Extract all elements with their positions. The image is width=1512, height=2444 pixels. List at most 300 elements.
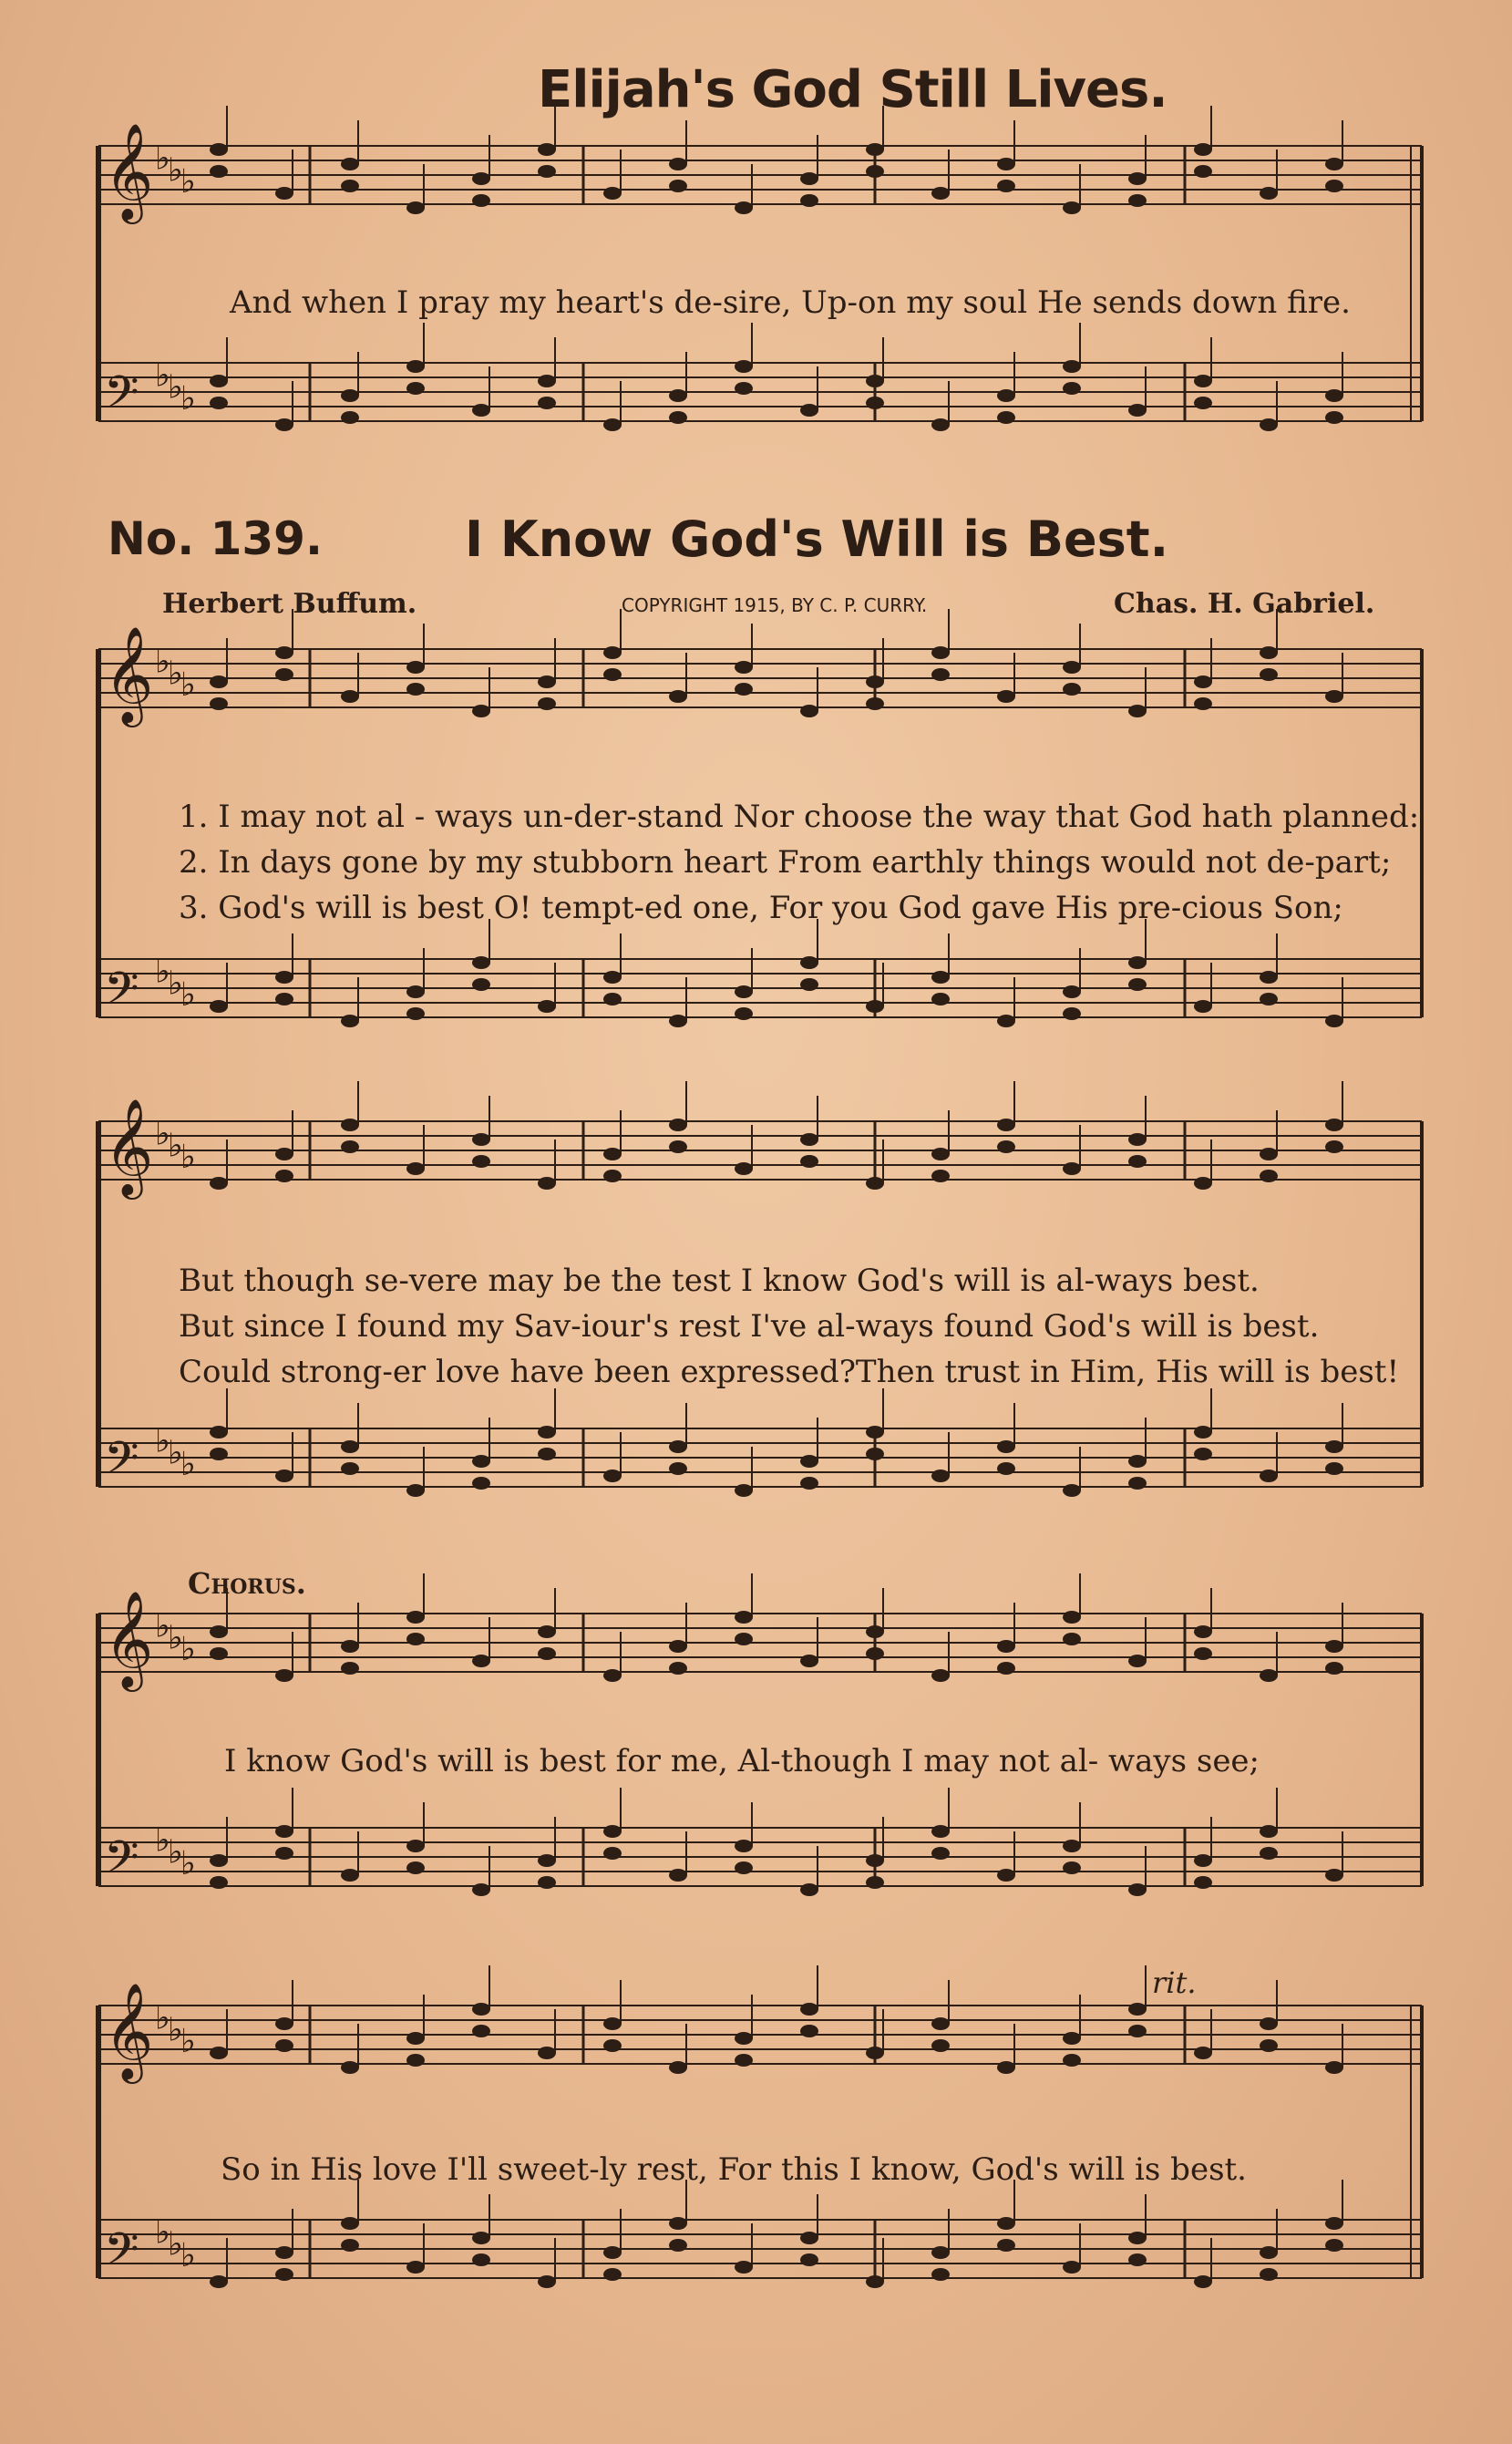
note-head [1063, 1162, 1081, 1175]
note-head [538, 2047, 556, 2059]
note-head [275, 2017, 293, 2030]
note-head [866, 697, 884, 710]
note-head [472, 1455, 490, 1468]
note-head [1325, 180, 1343, 192]
note-head [669, 2061, 687, 2074]
note-head [1260, 971, 1278, 984]
note-head [1128, 1477, 1147, 1490]
note-head [275, 2039, 293, 2052]
flat-icon: ♭ [180, 976, 196, 1015]
note-head [931, 1469, 950, 1482]
previous-hymn-title: Elijah's God Still Lives. [538, 60, 1167, 119]
note-head [735, 1007, 753, 1020]
note-head [1128, 956, 1147, 969]
note-head [866, 143, 884, 156]
note-head [341, 1119, 359, 1131]
note-head [735, 661, 753, 674]
note-head [1194, 1876, 1212, 1889]
note-head [341, 1662, 359, 1675]
note-head [1194, 675, 1212, 688]
note-head [1063, 1611, 1081, 1624]
note-head [1325, 690, 1343, 703]
note-head [866, 1854, 884, 1867]
note-head [1063, 1633, 1081, 1645]
note-head [210, 1625, 228, 1638]
note-head [1128, 194, 1147, 207]
note-head [866, 397, 884, 409]
note-head [275, 1469, 293, 1482]
note-head [800, 956, 818, 969]
note-head [1325, 1462, 1343, 1475]
note-head [406, 683, 425, 696]
note-head [866, 1647, 884, 1660]
note-head [931, 1847, 950, 1860]
note-head [472, 404, 490, 417]
note-head [406, 1861, 425, 1874]
note-head [669, 411, 687, 424]
note-head [472, 1477, 490, 1490]
note-head [800, 2003, 818, 2016]
note-head [1063, 360, 1081, 373]
note-head [931, 1148, 950, 1160]
note-head [538, 1876, 556, 1889]
note-head [866, 2275, 884, 2288]
note-head [1063, 2261, 1081, 2274]
note-head [538, 697, 556, 710]
note-head [406, 661, 425, 674]
note-head [931, 418, 950, 431]
note-head [997, 1662, 1015, 1675]
note-head [866, 375, 884, 387]
note-head [1063, 201, 1081, 214]
note-head [1194, 1625, 1212, 1638]
note-head [997, 180, 1015, 192]
flat-icon: ♭ [168, 1833, 183, 1872]
note-head [669, 1015, 687, 1027]
verse-1-line-b: But though se-vere may be the test I know God's will is al-ways best. [179, 1263, 1260, 1299]
note-head [210, 1177, 228, 1190]
note-head [1063, 1840, 1081, 1852]
hymn-number: No. 139. [108, 512, 323, 565]
note-head [800, 404, 818, 417]
note-head [275, 971, 293, 984]
note-head [603, 668, 622, 681]
note-head [735, 1611, 753, 1624]
note-head [931, 187, 950, 200]
note-head [800, 2232, 818, 2244]
note-head [406, 360, 425, 373]
note-head [210, 1647, 228, 1660]
flat-icon: ♭ [155, 1422, 170, 1460]
verse-3-line-a: 3. God's will is best O! tempt-ed one, For you God gave His pre-cious Son; [179, 890, 1343, 926]
note-head [931, 2246, 950, 2259]
note-head [210, 375, 228, 387]
note-head [997, 1640, 1015, 1653]
copyright: COPYRIGHT 1915, BY C. P. CURRY. [622, 594, 928, 616]
bass-clef-icon: 𝄢 [104, 1831, 139, 1896]
note-head [735, 382, 753, 395]
note-head [1260, 1847, 1278, 1860]
note-head [669, 1119, 687, 1131]
flat-icon: ♭ [168, 2011, 183, 2049]
note-head [669, 1869, 687, 1882]
note-head [406, 382, 425, 395]
note-head [472, 1133, 490, 1146]
flat-icon: ♭ [155, 1115, 170, 1153]
note-head [1260, 1170, 1278, 1182]
note-head [997, 1462, 1015, 1475]
note-head [1128, 2232, 1147, 2244]
treble-clef-icon: 𝄞 [104, 625, 154, 724]
note-head [997, 690, 1015, 703]
note-head [341, 2061, 359, 2074]
note-head [1260, 993, 1278, 1005]
flat-icon: ♭ [168, 151, 183, 190]
note-head [1128, 1155, 1147, 1168]
note-head [866, 1177, 884, 1190]
flat-icon: ♭ [155, 139, 170, 178]
note-head [931, 2039, 950, 2052]
note-head [800, 1883, 818, 1896]
note-head [931, 668, 950, 681]
note-head [931, 1170, 950, 1182]
note-head [341, 411, 359, 424]
note-head [800, 1155, 818, 1168]
note-head [406, 1840, 425, 1852]
note-head [538, 165, 556, 178]
note-head [472, 172, 490, 185]
note-head [406, 1162, 425, 1175]
note-head [538, 1000, 556, 1013]
note-head [275, 2246, 293, 2259]
flat-icon: ♭ [155, 1999, 170, 2037]
chorus-line-1: I know God's will is best for me, Al-though I may not al- ways see; [224, 1743, 1260, 1779]
note-head [1128, 2253, 1147, 2266]
note-head [735, 1861, 753, 1874]
note-head [472, 2025, 490, 2037]
note-head [1063, 1007, 1081, 1020]
note-head [1325, 158, 1343, 170]
note-head [1063, 1861, 1081, 1874]
note-head [603, 2039, 622, 2052]
note-head [735, 1162, 753, 1175]
note-head [472, 2232, 490, 2244]
note-head [275, 668, 293, 681]
note-head [406, 985, 425, 998]
note-head [866, 1625, 884, 1638]
note-head [1260, 1469, 1278, 1482]
note-head [1194, 1177, 1212, 1190]
note-head [406, 1007, 425, 1020]
note-head [275, 187, 293, 200]
note-head [1325, 1640, 1343, 1653]
note-head [931, 1669, 950, 1682]
note-head [735, 683, 753, 696]
note-head [1128, 1133, 1147, 1146]
note-head [1325, 2061, 1343, 2074]
note-head [341, 1015, 359, 1027]
note-head [210, 2047, 228, 2059]
note-head [669, 1140, 687, 1153]
treble-clef-icon: 𝄞 [104, 1982, 154, 2080]
flat-icon: ♭ [180, 1446, 196, 1484]
note-head [997, 1440, 1015, 1453]
chorus-label: Chorus. [188, 1566, 306, 1601]
note-head [1063, 683, 1081, 696]
note-head [931, 993, 950, 1005]
note-head [997, 1140, 1015, 1153]
note-head [472, 1883, 490, 1896]
note-head [603, 2268, 622, 2281]
note-head [538, 1625, 556, 1638]
bass-clef-icon: 𝄢 [104, 2223, 139, 2288]
note-head [866, 1448, 884, 1460]
note-head [1260, 1669, 1278, 1682]
note-head [603, 993, 622, 1005]
note-head [800, 705, 818, 717]
note-head [800, 2253, 818, 2266]
note-head [1194, 697, 1212, 710]
note-head [472, 956, 490, 969]
note-head [210, 397, 228, 409]
flat-icon: ♭ [180, 666, 196, 705]
note-head [406, 1633, 425, 1645]
note-head [1260, 2017, 1278, 2030]
note-head [275, 1847, 293, 1860]
verse-1-line-a: 1. I may not al - ways un-der-stand Nor choose the way that God hath planned: [179, 799, 1420, 835]
note-head [735, 1633, 753, 1645]
note-head [538, 1647, 556, 1660]
note-head [669, 690, 687, 703]
flat-icon: ♭ [180, 1845, 196, 1883]
note-head [1194, 1448, 1212, 1460]
flat-icon: ♭ [168, 1619, 183, 1657]
bass-clef-icon: 𝄢 [104, 963, 139, 1027]
flat-icon: ♭ [180, 163, 196, 201]
note-head [931, 646, 950, 659]
note-head [1260, 2268, 1278, 2281]
note-head [866, 675, 884, 688]
verse-2-line-a: 2. In days gone by my stubborn heart From earthly things would not de-part; [179, 844, 1392, 881]
note-head [1260, 2039, 1278, 2052]
note-head [997, 2239, 1015, 2252]
note-head [1260, 1825, 1278, 1838]
note-head [669, 158, 687, 170]
note-head [1128, 172, 1147, 185]
note-head [1063, 2032, 1081, 2045]
note-head [866, 165, 884, 178]
note-head [1194, 1854, 1212, 1867]
flat-icon: ♭ [168, 1434, 183, 1472]
note-head [1194, 397, 1212, 409]
flat-icon: ♭ [180, 1631, 196, 1669]
note-head [1325, 1140, 1343, 1153]
note-head [210, 675, 228, 688]
note-head [275, 418, 293, 431]
note-head [669, 389, 687, 402]
treble-clef-icon: 𝄞 [104, 1590, 154, 1688]
note-head [1260, 1148, 1278, 1160]
treble-clef-icon: 𝄞 [104, 122, 154, 221]
note-head [735, 985, 753, 998]
note-head [1260, 2246, 1278, 2259]
note-head [669, 2239, 687, 2252]
note-head [210, 143, 228, 156]
flat-icon: ♭ [155, 1607, 170, 1645]
note-head [1325, 389, 1343, 402]
note-head [406, 1611, 425, 1624]
author: Herbert Buffum. [162, 588, 417, 620]
note-head [1194, 2047, 1212, 2059]
note-head [1063, 382, 1081, 395]
note-head [341, 1640, 359, 1653]
note-head [603, 971, 622, 984]
note-head [669, 180, 687, 192]
note-head [341, 1140, 359, 1153]
note-head [1260, 646, 1278, 659]
note-head [275, 2268, 293, 2281]
note-head [800, 194, 818, 207]
note-head [472, 1155, 490, 1168]
note-head [603, 187, 622, 200]
flat-icon: ♭ [180, 2237, 196, 2275]
note-head [210, 1000, 228, 1013]
note-head [538, 143, 556, 156]
note-head [735, 360, 753, 373]
note-head [800, 1655, 818, 1667]
note-head [735, 201, 753, 214]
note-head [1260, 668, 1278, 681]
note-head [1260, 187, 1278, 200]
note-head [603, 2246, 622, 2259]
note-head [1128, 1455, 1147, 1468]
note-head [1194, 375, 1212, 387]
note-head [1325, 1662, 1343, 1675]
note-head [472, 194, 490, 207]
note-head [1128, 2003, 1147, 2016]
note-head [275, 1825, 293, 1838]
note-head [735, 1484, 753, 1497]
note-head [603, 1669, 622, 1682]
note-head [1128, 2025, 1147, 2037]
note-head [603, 1170, 622, 1182]
note-head [603, 2017, 622, 2030]
note-head [1325, 411, 1343, 424]
note-head [341, 180, 359, 192]
note-head [538, 375, 556, 387]
note-head [1325, 1015, 1343, 1027]
note-head [997, 1119, 1015, 1131]
note-head [800, 1455, 818, 1468]
note-head [406, 2032, 425, 2045]
flat-icon: ♭ [155, 2213, 170, 2252]
note-head [1194, 165, 1212, 178]
note-head [735, 1840, 753, 1852]
composer: Chas. H. Gabriel. [1114, 588, 1375, 620]
note-head [275, 1170, 293, 1182]
note-head [538, 1426, 556, 1439]
note-head [603, 1469, 622, 1482]
note-head [472, 2253, 490, 2266]
note-head [800, 2025, 818, 2037]
note-head [538, 675, 556, 688]
note-head [997, 389, 1015, 402]
note-head [472, 705, 490, 717]
note-head [997, 1015, 1015, 1027]
bass-clef-icon: 𝄢 [104, 1432, 139, 1497]
note-head [1325, 2217, 1343, 2230]
note-head [210, 165, 228, 178]
note-head [275, 1148, 293, 1160]
note-head [472, 1655, 490, 1667]
note-head [538, 2275, 556, 2288]
note-head [735, 2054, 753, 2067]
note-head [406, 2261, 425, 2274]
chorus-line-2: So in His love I'll sweet-ly rest, For this I know, God's will is best. [221, 2151, 1247, 2188]
note-head [341, 690, 359, 703]
note-head [341, 1440, 359, 1453]
note-head [866, 1426, 884, 1439]
note-head [341, 1869, 359, 1882]
note-head [1128, 978, 1147, 991]
note-head [931, 2268, 950, 2281]
note-head [341, 2217, 359, 2230]
note-head [603, 1847, 622, 1860]
hymn-title: I Know God's Will is Best. [465, 510, 1169, 568]
flat-icon: ♭ [180, 1139, 196, 1177]
note-head [1325, 1119, 1343, 1131]
note-head [210, 1448, 228, 1460]
flat-icon: ♭ [155, 356, 170, 395]
note-head [406, 1484, 425, 1497]
note-head [669, 1640, 687, 1653]
note-head [866, 1876, 884, 1889]
note-head [866, 1000, 884, 1013]
flat-icon: ♭ [155, 953, 170, 991]
note-head [997, 411, 1015, 424]
note-head [406, 2054, 425, 2067]
verse-2-line-b: But since I found my Sav-iour's rest I've al-ways found God's will is best. [179, 1308, 1320, 1345]
note-head [1128, 404, 1147, 417]
note-head [603, 646, 622, 659]
note-head [538, 1177, 556, 1190]
flat-icon: ♭ [155, 643, 170, 681]
note-head [800, 172, 818, 185]
flat-icon: ♭ [168, 655, 183, 693]
note-head [931, 2017, 950, 2030]
note-head [341, 2239, 359, 2252]
note-head [275, 646, 293, 659]
note-head [997, 2061, 1015, 2074]
note-head [669, 1662, 687, 1675]
note-head [210, 1854, 228, 1867]
note-head [997, 158, 1015, 170]
note-head [210, 697, 228, 710]
note-head [1194, 2275, 1212, 2288]
note-head [1194, 143, 1212, 156]
flat-icon: ♭ [180, 2023, 196, 2061]
note-head [800, 1133, 818, 1146]
note-head [210, 2275, 228, 2288]
note-head [931, 1825, 950, 1838]
note-head [538, 1448, 556, 1460]
note-head [866, 2047, 884, 2059]
tempo-marking: rit. [1152, 1965, 1197, 2000]
note-head [669, 1462, 687, 1475]
note-head [1128, 705, 1147, 717]
note-head [1194, 1426, 1212, 1439]
treble-clef-icon: 𝄞 [104, 1098, 154, 1196]
